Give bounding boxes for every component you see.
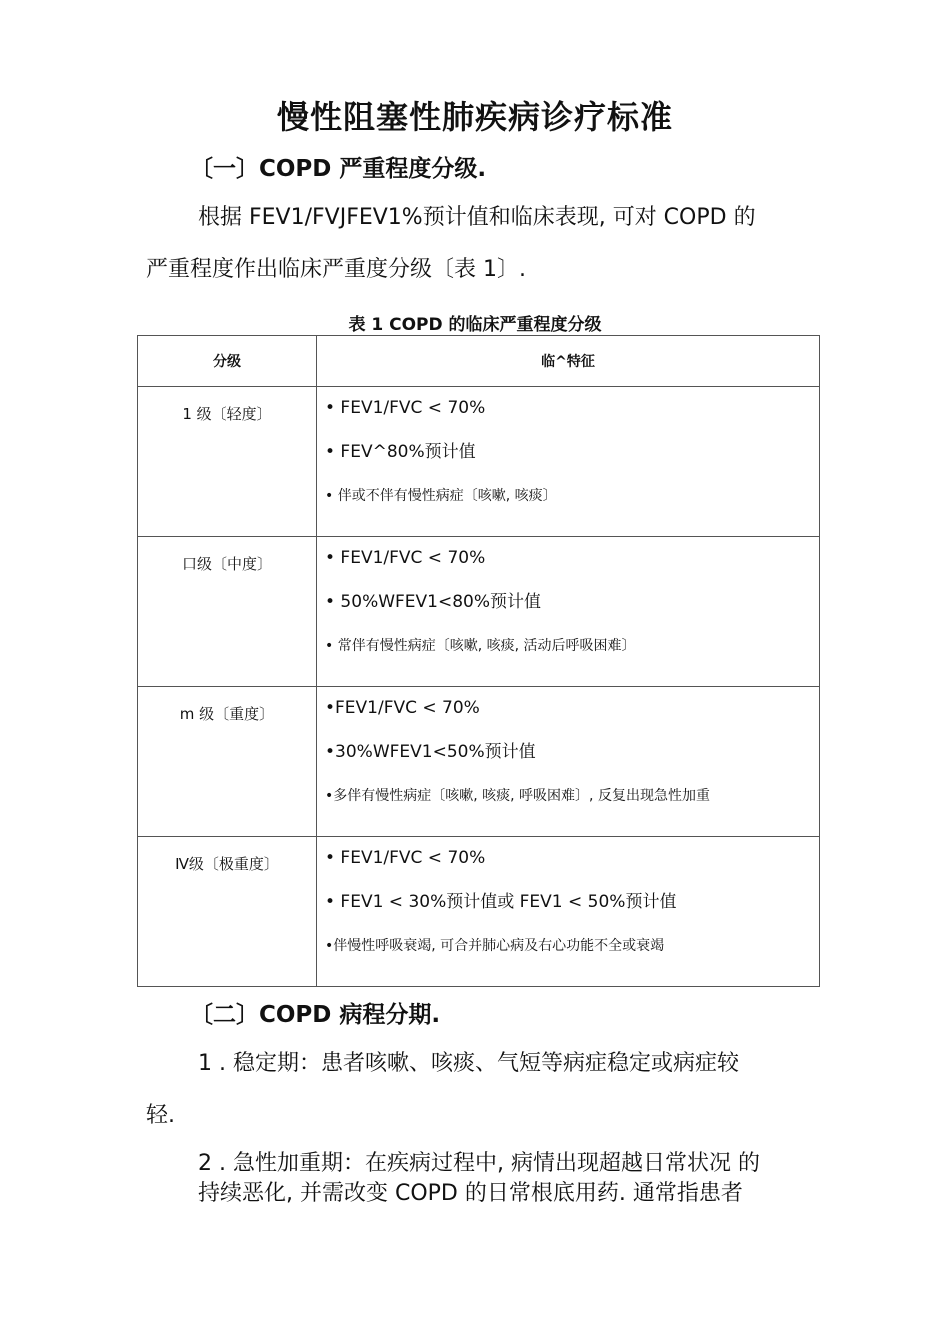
table-row [138,687,820,837]
paragraph-line: 严重程度作出临床严重度分级〔表 1〕. [146,257,526,282]
feature-line: • FEV1/FVC < 70% [325,398,486,418]
grade-cell: 1 级〔轻度〕 [138,387,317,537]
feature-line: •多伴有慢性病症〔咳嗽, 咳痰, 呼吸困难〕, 反复出现急性加重 [325,788,710,804]
paragraph-line: 持续恶化, 并需改变 COPD 的日常根底用药. 通常指患者 [198,1181,743,1206]
feature-line: • FEV1 < 30%预计值或 FEV1 < 50%预计值 [325,892,677,912]
feature-cell [317,387,820,537]
feature-cell [317,687,820,837]
paragraph-line: 2 . 急性加重期：在疾病过程中, 病情出现超越日常状况 的 [198,1151,760,1176]
feature-line: • FEV1/FVC < 70% [325,548,486,568]
feature-line: • 50%WFEV1<80%预计值 [325,592,542,612]
header-feature: 临^特征 [317,336,820,387]
section-heading-staging: 〔二〕COPD 病程分期. [190,1002,441,1028]
table-row [138,537,820,687]
severity-table [137,335,820,987]
grade-cell: 口级〔中度〕 [138,537,317,687]
table-caption: 表 1 COPD 的临床严重程度分级 [348,315,602,335]
header-grade: 分级 [138,336,317,387]
feature-cell [317,537,820,687]
feature-cell [317,837,820,987]
paragraph-line: 根据 FEV1/FVJFEV1%预计值和临床表现, 可对 COPD 的 [198,205,756,230]
grade-cell: m 级〔重度〕 [138,687,317,837]
page-title: 慢性阻塞性肺疾病诊疗标准 [276,98,673,136]
feature-line: • FEV^80%预计值 [325,442,476,462]
section-heading-severity: 〔一〕COPD 严重程度分级. [190,156,487,182]
table-header-row [138,336,820,387]
feature-line: • FEV1/FVC < 70% [325,848,486,868]
feature-line: •FEV1/FVC < 70% [325,698,480,718]
grade-cell: Ⅳ级〔极重度〕 [138,837,317,987]
table-row [138,387,820,537]
feature-line: • 伴或不伴有慢性病症〔咳嗽, 咳痰〕 [325,488,557,504]
feature-line: • 常伴有慢性病症〔咳嗽, 咳痰, 活动后呼吸困难〕 [325,638,636,654]
paragraph-line: 1 . 稳定期：患者咳嗽、咳痰、气短等病症稳定或病症较 [198,1051,739,1076]
table-row [138,837,820,987]
feature-line: •伴慢性呼吸衰竭, 可合并肺心病及右心功能不全或衰竭 [325,938,665,954]
paragraph-line: 轻. [146,1103,175,1128]
feature-line: •30%WFEV1<50%预计值 [325,742,536,762]
